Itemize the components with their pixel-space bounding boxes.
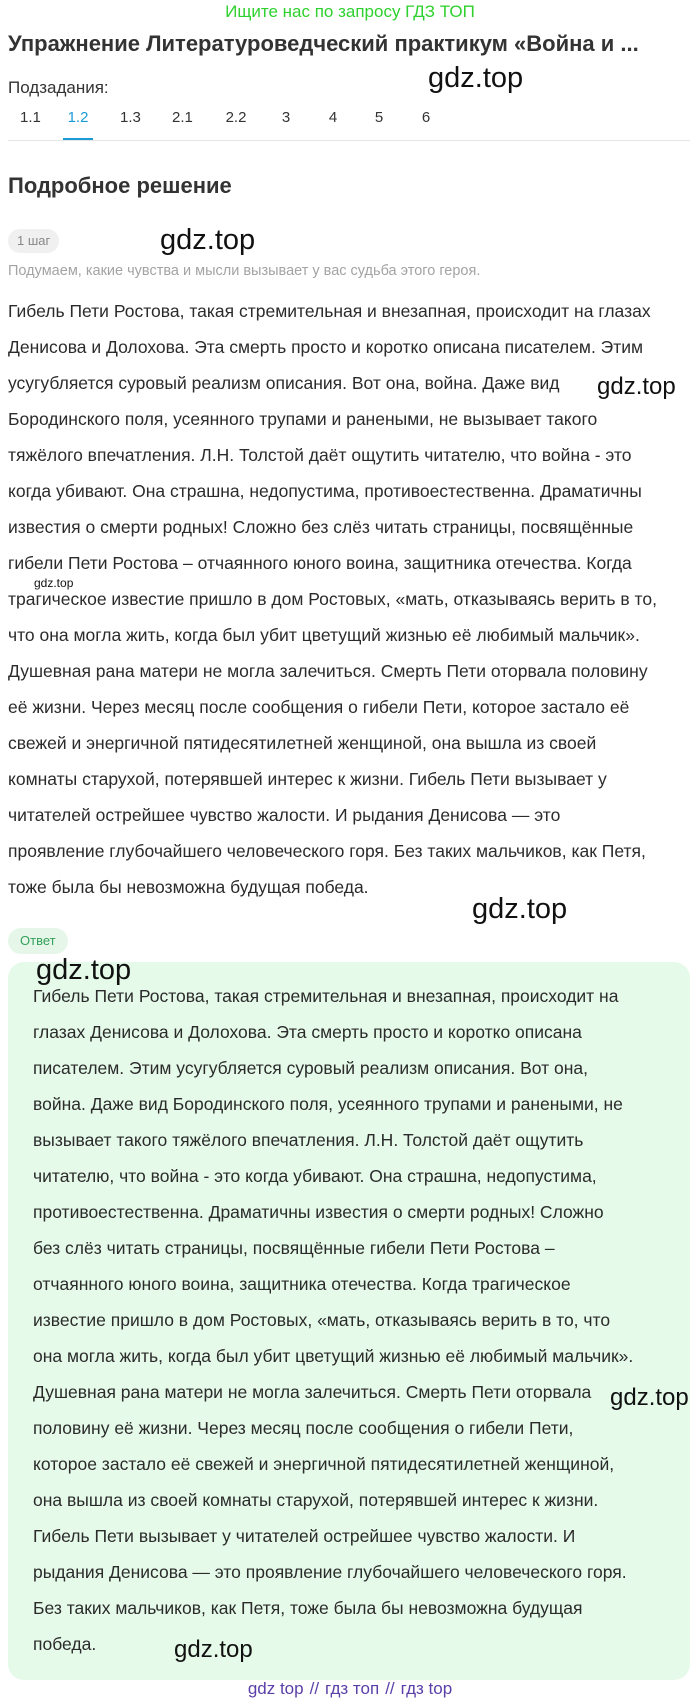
answer-line: победа. bbox=[33, 1634, 97, 1654]
tab-2-2[interactable]: 2.2 bbox=[225, 109, 247, 126]
solution-line: известия о смерти родных! Сложно без слёз читать страницы, посвящённые bbox=[8, 517, 634, 537]
watermark: gdz.top bbox=[34, 576, 74, 590]
tab-2-1[interactable]: 2.1 bbox=[172, 109, 193, 126]
footer-link-gdz-top-ru[interactable]: гдз топ bbox=[325, 1679, 380, 1698]
page-title: Упражнение Литературоведческий практикум «Война и ... bbox=[8, 31, 639, 56]
tab-1-1[interactable]: 1.1 bbox=[20, 109, 41, 126]
watermark: gdz.top bbox=[174, 1636, 253, 1663]
answer-line: отчаянного юного воина, защитника отечества. Когда трагическое bbox=[33, 1274, 571, 1294]
tab-4[interactable]: 4 bbox=[328, 109, 338, 126]
watermark: gdz.top bbox=[597, 373, 676, 400]
answer-line: Гибель Пети вызывает у читателей острейшее чувство жалости. И bbox=[33, 1526, 576, 1546]
solution-line: тяжёлого впечатления. Л.Н. Толстой даёт ощутить читателю, что война - это bbox=[8, 445, 632, 465]
answer-line: читателю, что война - это когда убивают. Она страшна, недопустима, bbox=[33, 1166, 597, 1186]
section-title: Подробное решение bbox=[8, 173, 232, 198]
answer-line: Душевная рана матери не могла залечиться. Смерть Пети оторвала bbox=[33, 1382, 592, 1402]
solution-line: её жизни. Через месяц после сообщения о гибели Пети, которое застало её bbox=[8, 697, 630, 717]
solution-line: читателей острейшее чувство жалости. И рыдания Денисова — это bbox=[8, 805, 561, 825]
footer-link-gdz-top[interactable]: gdz top bbox=[247, 1679, 304, 1698]
footer-links bbox=[0, 1678, 700, 1700]
tab-6[interactable]: 6 bbox=[421, 109, 431, 126]
answer-line: война. Даже вид Бородинского поля, усеянного трупами и ранеными, не bbox=[33, 1094, 623, 1114]
solution-line: проявление глубочайшего человеческого горя. Без таких мальчиков, как Петя, bbox=[8, 841, 646, 861]
watermark: gdz.top bbox=[428, 62, 524, 94]
watermark: gdz.top bbox=[36, 954, 132, 986]
watermark: gdz.top bbox=[472, 893, 568, 925]
solution-line: Душевная рана матери не могла залечиться. Смерть Пети оторвала половину bbox=[8, 661, 648, 681]
solution-line: когда убивают. Она страшна, недопустима, противоестественна. Драматичны bbox=[8, 481, 642, 501]
answer-line: писателем. Этим усугубляется суровый реализм описания. Вот она, bbox=[33, 1058, 589, 1078]
top-banner[interactable]: Ищите нас по запросу ГДЗ ТОП bbox=[225, 2, 475, 21]
solution-line: усугубляется суровый реализм описания. Вот она, война. Даже вид bbox=[8, 373, 560, 393]
subtasks-label: Подзадания: bbox=[8, 78, 109, 97]
solution-line: свежей и энергичной пятидесятилетней женщиной, она вышла из своей bbox=[8, 733, 597, 753]
solution-line: что она могла жить, когда был убит цветущий жизнью её любимый мальчик». bbox=[8, 625, 640, 645]
solution-line: Бородинского поля, усеянного трупами и ранеными, не вызывает такого bbox=[8, 409, 598, 429]
solution-line: гибели Пети Ростова – отчаянного юного воина, защитника отечества. Когда bbox=[8, 553, 632, 573]
solution-line: Гибель Пети Ростова, такая стремительная и внезапная, происходит на глазах bbox=[8, 301, 651, 321]
answer-line: половину её жизни. Через месяц после сообщения о гибели Пети, bbox=[33, 1418, 574, 1438]
tab-1-2[interactable]: 1.2 bbox=[63, 104, 93, 140]
footer-separator: // bbox=[385, 1679, 395, 1698]
answer-line: противоестественна. Драматичны известия о смерти родных! Сложно bbox=[33, 1202, 604, 1222]
answer-line: которое застало её свежей и энергичной пятидесятилетней женщиной, bbox=[33, 1454, 615, 1474]
answer-line: она вышла из своей комнаты старухой, потерявшей интерес к жизни. bbox=[33, 1490, 599, 1510]
step-hint: Подумаем, какие чувства и мысли вызывает у вас судьба этого героя. bbox=[8, 263, 481, 279]
tab-5[interactable]: 5 bbox=[374, 109, 384, 126]
solution-line: Денисова и Долохова. Эта смерть просто и коротко описана писателем. Этим bbox=[8, 337, 644, 357]
watermark: gdz.top bbox=[160, 224, 256, 256]
step-badge: 1 шаг bbox=[8, 229, 59, 253]
footer-link-gdz-top-mixed[interactable]: гдз top bbox=[400, 1679, 453, 1698]
answer-line: вызывает такого тяжёлого впечатления. Л.Н. Толстой даёт ощутить bbox=[33, 1130, 584, 1150]
answer-line: она могла жить, когда был убит цветущий жизнью её любимый мальчик». bbox=[33, 1346, 634, 1366]
answer-line: Гибель Пети Ростова, такая стремительная и внезапная, происходит на bbox=[33, 986, 619, 1006]
solution-line: трагическое известие пришло в дом Ростовых, «мать, отказываясь верить в то, bbox=[8, 589, 657, 609]
solution-text bbox=[8, 293, 688, 905]
answer-text bbox=[33, 978, 683, 1662]
answer-line: без слёз читать страницы, посвящённые гибели Пети Ростова – bbox=[33, 1238, 555, 1258]
answer-line: Без таких мальчиков, как Петя, тоже была бы невозможна будущая bbox=[33, 1598, 583, 1618]
tab-3[interactable]: 3 bbox=[281, 109, 291, 126]
solution-line: тоже была бы невозможна будущая победа. bbox=[8, 877, 369, 897]
footer-separator: // bbox=[309, 1679, 320, 1698]
subtask-tabs bbox=[8, 104, 690, 141]
answer-badge: Ответ bbox=[8, 928, 68, 954]
answer-line: известие пришло в дом Ростовых, «мать, отказываясь верить в то, что bbox=[33, 1310, 611, 1330]
tab-1-3[interactable]: 1.3 bbox=[120, 109, 141, 126]
solution-line: комнаты старухой, потерявшей интерес к жизни. Гибель Пети вызывает у bbox=[8, 769, 607, 789]
watermark: gdz.top bbox=[610, 1384, 689, 1411]
answer-line: рыдания Денисова — это проявление глубочайшего человеческого горя. bbox=[33, 1562, 627, 1582]
answer-line: глазах Денисова и Долохова. Эта смерть просто и коротко описана bbox=[33, 1022, 582, 1042]
